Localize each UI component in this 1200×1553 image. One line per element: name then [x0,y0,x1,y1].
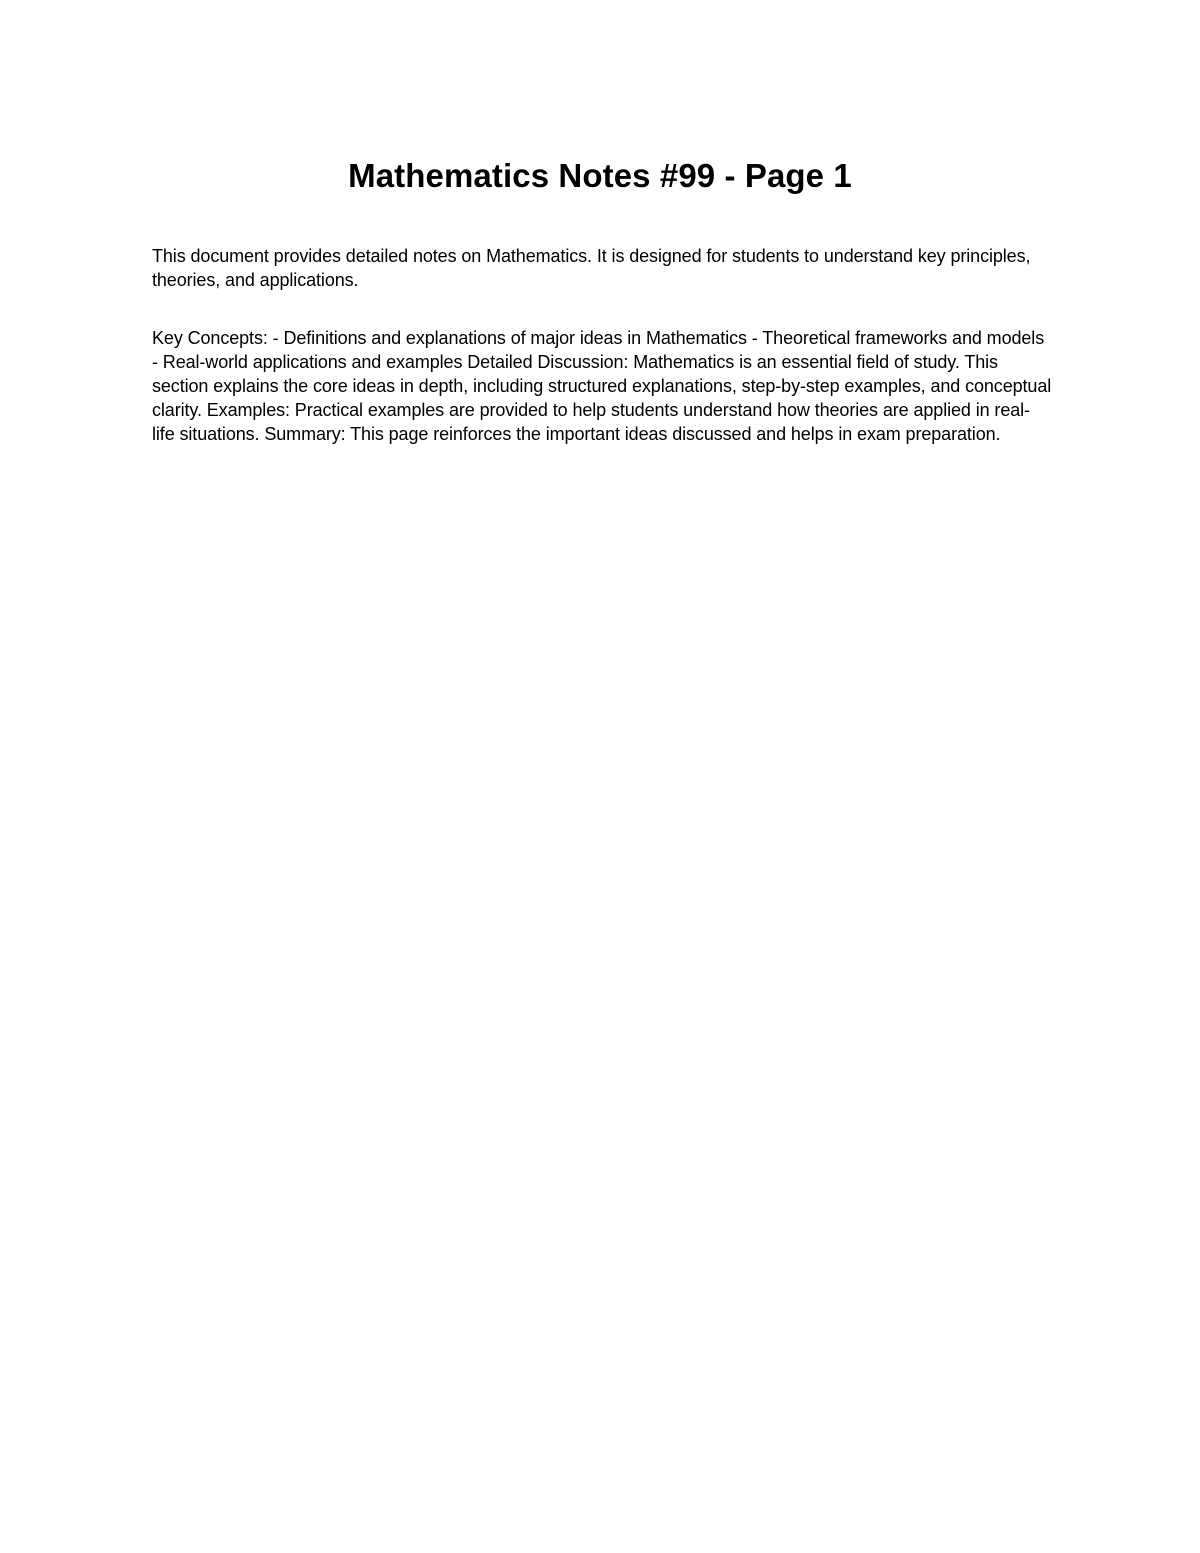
details-paragraph: Key Concepts: - Definitions and explanations of major ideas in Mathematics - Theoretical frameworks and models - Real-world applications and examples Detailed Discussion: Mathematics is an essential field of study. This section explains the core ideas in depth, including structured explanations, step-by-step examples, and conceptual clarity. Examples: Practical examples are provided to help students understand how theories are applied in real-life situations. Summary: This page reinforces the important ideas discussed and helps in exam preparation. [152,328,1052,444]
page-title: Mathematics Notes #99 - Page 1 [348,157,852,194]
intro-paragraph: This document provides detailed notes on Mathematics. It is designed for students to understand key principles, theories, and applications. [152,246,1031,290]
